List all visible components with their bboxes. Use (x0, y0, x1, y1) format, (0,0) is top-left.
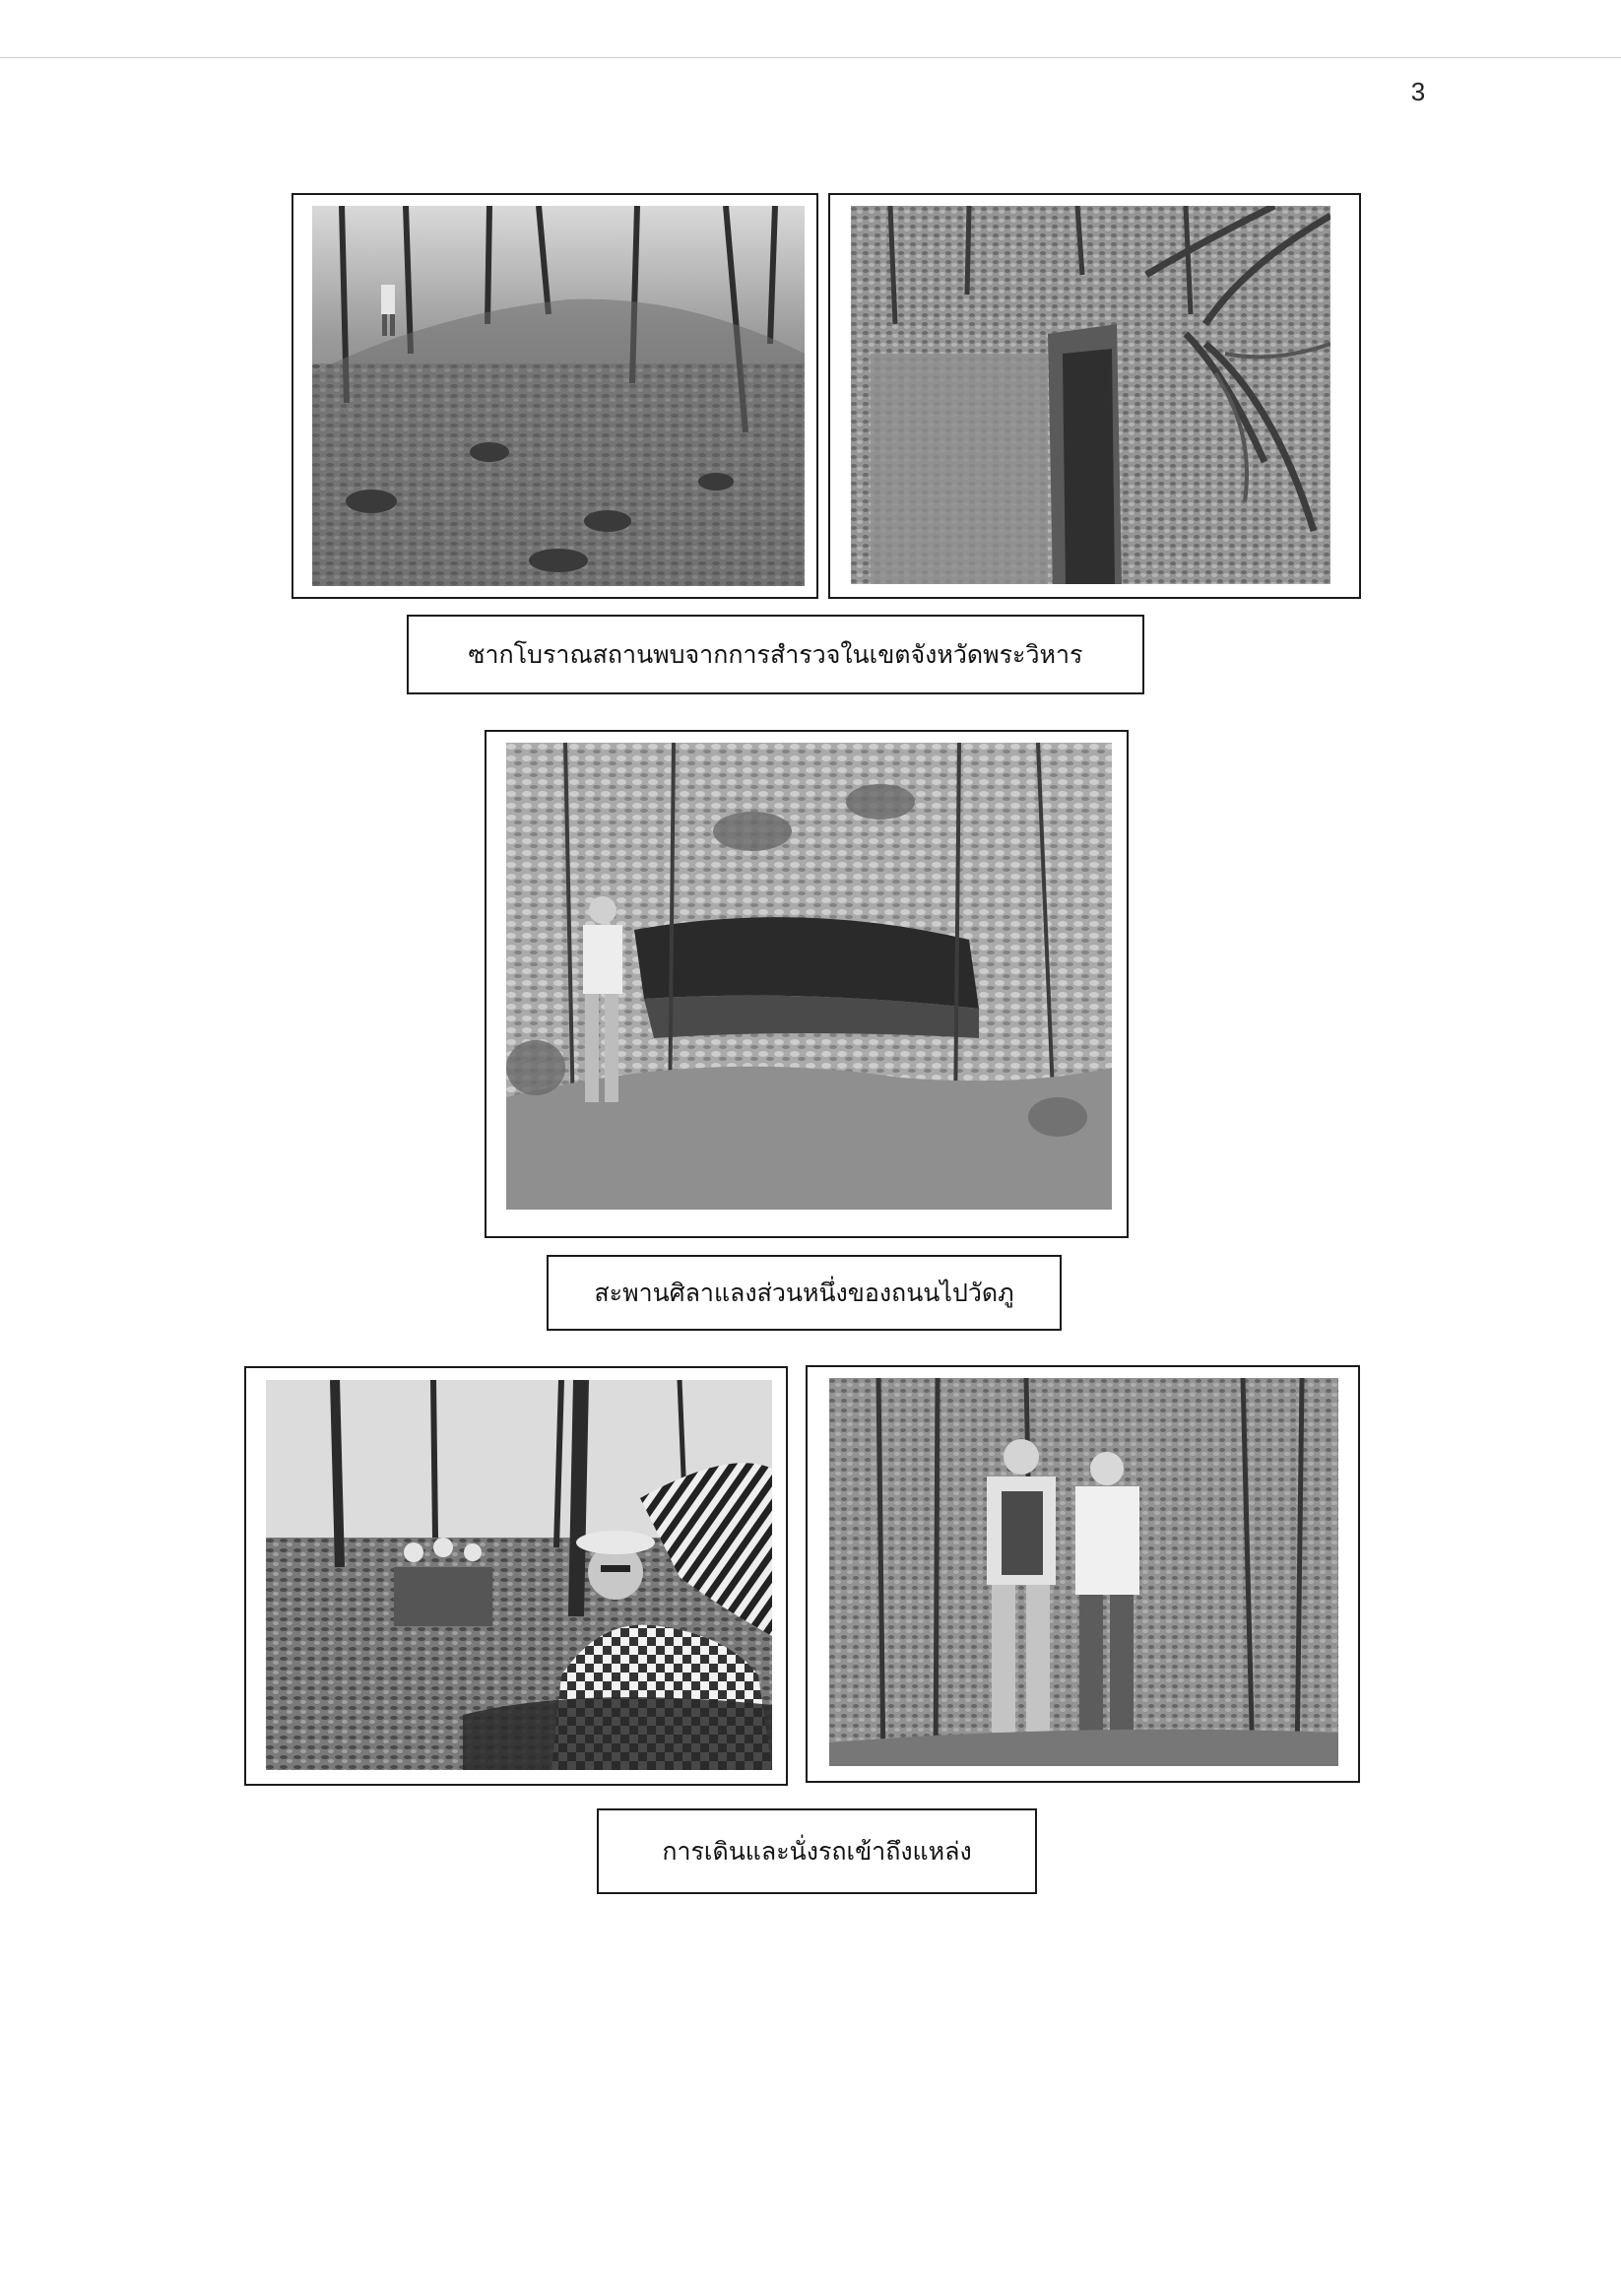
forest-cart-photo (266, 1380, 772, 1770)
page-number: 3 (1410, 77, 1426, 106)
section-caption: สะพานศิลาแลงส่วนหนึ่งของถนนไปวัดภู (547, 1255, 1062, 1331)
photo-frame (485, 730, 1129, 1238)
forest-walking-photo (829, 1378, 1338, 1766)
photo-frame (292, 193, 818, 599)
section-caption: ซากโบราณสถานพบจากการสำรวจในเขตจังหวัดพระวิหาร (407, 615, 1144, 694)
laterite-bridge-photo (506, 743, 1112, 1210)
stone-ruin-photo (851, 206, 1330, 584)
header-rule (0, 57, 1621, 58)
section-caption: การเดินและนั่งรถเข้าถึงแหล่ง (597, 1808, 1037, 1894)
photo-frame (828, 193, 1361, 599)
forest-ruins-photo (312, 206, 805, 586)
photo-frame (806, 1365, 1360, 1783)
photo-frame (244, 1366, 788, 1786)
